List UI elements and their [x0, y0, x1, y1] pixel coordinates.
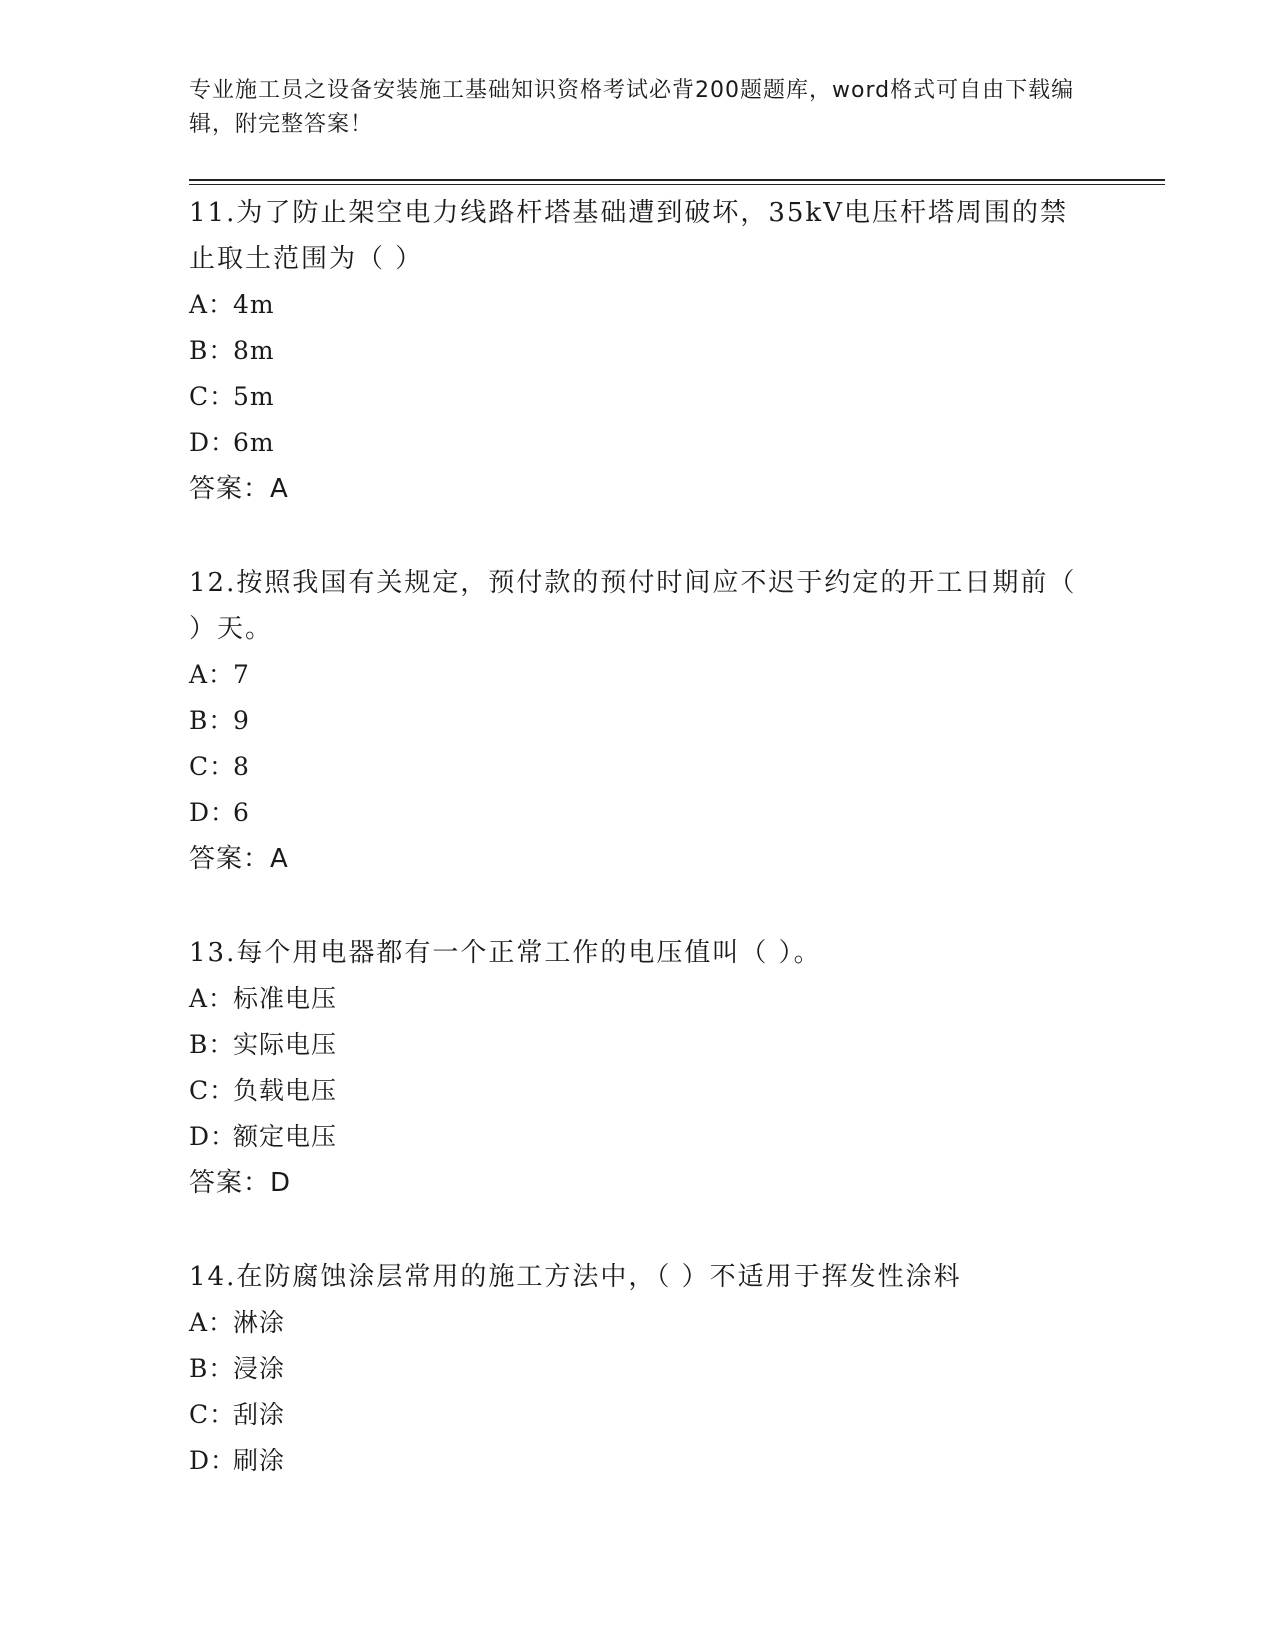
option-a	[189, 652, 1089, 698]
option-c	[189, 374, 1089, 420]
answer: 答案：D	[189, 1168, 292, 1198]
option-a	[189, 976, 1089, 1022]
option-text: 浸涂	[233, 1354, 286, 1383]
option-c	[189, 1392, 1089, 1438]
option-text: 负载电压	[233, 1076, 338, 1105]
option-text: 刮涂	[233, 1400, 286, 1429]
option-key: B：	[189, 336, 235, 365]
option-key: A：	[189, 984, 235, 1013]
option-text: 额定电压	[233, 1122, 338, 1151]
option-key: B：	[189, 1030, 235, 1059]
option-key: C：	[189, 1400, 236, 1429]
question-stem: 14.在防腐蚀涂层常用的施工方法中，（ ）不适用于挥发性涂料	[189, 1262, 962, 1292]
option-text: 标准电压	[233, 984, 338, 1013]
option-text: 9	[233, 706, 250, 735]
option-text: 5m	[233, 382, 275, 411]
option-text: 6m	[233, 428, 275, 457]
option-key: C：	[189, 1076, 236, 1105]
option-key: A：	[189, 1308, 235, 1337]
question-list	[189, 190, 1089, 1532]
option-key: D：	[189, 1122, 237, 1151]
option-key: D：	[189, 428, 237, 457]
option-text: 8	[233, 752, 250, 781]
option-text: 7	[233, 660, 250, 689]
option-d	[189, 790, 1089, 836]
option-b	[189, 1346, 1089, 1392]
question-stem: 13.每个用电器都有一个正常工作的电压值叫（ ）。	[189, 938, 822, 968]
option-key: A：	[189, 660, 235, 689]
question-14	[189, 1254, 1089, 1484]
option-b	[189, 328, 1089, 374]
option-a	[189, 1300, 1089, 1346]
option-key: C：	[189, 382, 236, 411]
answer: 答案：A	[189, 474, 289, 504]
option-c	[189, 1068, 1089, 1114]
question-12	[189, 560, 1089, 882]
option-key: B：	[189, 706, 235, 735]
option-text: 6	[233, 798, 250, 827]
option-text: 8m	[233, 336, 275, 365]
option-key: B：	[189, 1354, 235, 1383]
option-c	[189, 744, 1089, 790]
option-d	[189, 420, 1089, 466]
option-key: C：	[189, 752, 236, 781]
option-text: 4m	[233, 290, 275, 319]
question-13	[189, 930, 1089, 1206]
question-11	[189, 190, 1089, 512]
option-text: 淋涂	[233, 1308, 286, 1337]
option-text: 刷涂	[233, 1446, 286, 1475]
page-header	[189, 74, 1089, 142]
document-title: 专业施工员之设备安装施工基础知识资格考试必背200题题库，word格式可自由下载编辑，附完整答案！	[189, 78, 1075, 137]
option-a	[189, 282, 1089, 328]
option-key: D：	[189, 798, 237, 827]
option-b	[189, 698, 1089, 744]
question-stem: 12.按照我国有关规定，预付款的预付时间应不迟于约定的开工日期前（ ）天。	[189, 568, 1077, 644]
option-key: D：	[189, 1446, 237, 1475]
header-divider-thin	[189, 184, 1165, 185]
option-b	[189, 1022, 1089, 1068]
answer: 答案：A	[189, 844, 289, 874]
option-text: 实际电压	[233, 1030, 338, 1059]
question-stem: 11.为了防止架空电力线路杆塔基础遭到破坏，35kV电压杆塔周围的禁止取土范围为（ ）	[189, 198, 1068, 274]
option-d	[189, 1438, 1089, 1484]
header-divider	[189, 179, 1165, 181]
option-d	[189, 1114, 1089, 1160]
option-key: A：	[189, 290, 235, 319]
